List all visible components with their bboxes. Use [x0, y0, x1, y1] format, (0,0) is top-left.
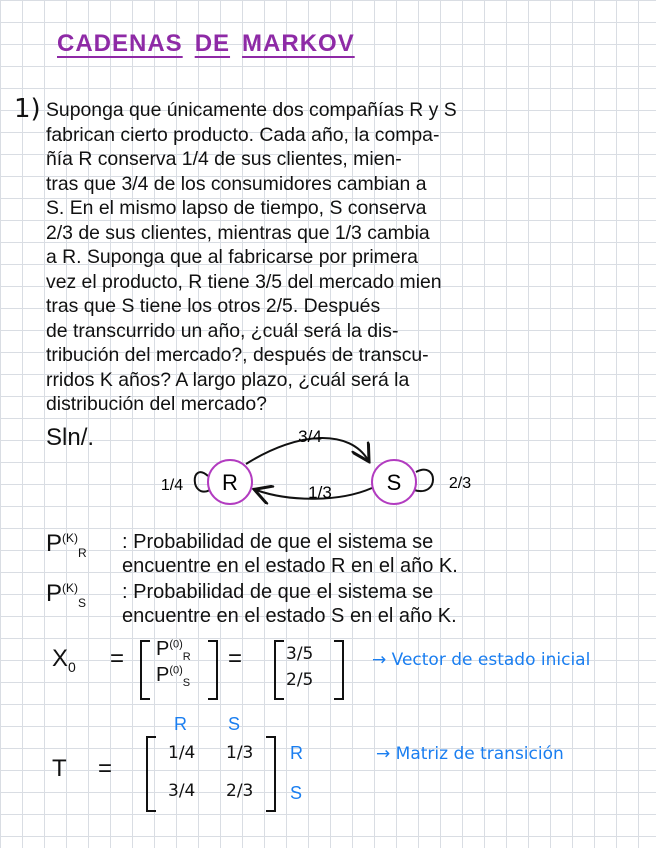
- problem-line: tras que 3/4 de los consumidores cambian a: [46, 172, 427, 195]
- problem-line: fabrican cierto producto. Cada año, la compa-: [46, 123, 440, 146]
- bracket-left: [146, 736, 156, 812]
- label-r-self: 1/4: [160, 477, 184, 494]
- column-label-r: R: [174, 714, 187, 734]
- transition-matrix-note: → Matriz de transición: [376, 744, 564, 764]
- problem-line: ñía R conserva 1/4 de sus clientes, mien-: [46, 148, 402, 170]
- definition-p-s: [46, 580, 646, 630]
- title-word-cadenas: CADENAS: [57, 30, 183, 57]
- problem-line: vez el producto, R tiene 3/5 del mercado mien: [46, 270, 442, 293]
- vector-entry: $P^{(0)}_R$: [156, 638, 191, 663]
- definition-symbol: $P^{(K)}_R$: [46, 530, 87, 560]
- problem-line: Suponga que únicamente dos compañías R y S: [46, 99, 457, 121]
- label-s-to-r: 1/3: [308, 483, 332, 502]
- problem-line: a R. Suponga que al fabricarse por primera: [46, 246, 418, 268]
- bracket-left: [140, 640, 150, 700]
- vector-entry: $P^{(0)}_S$: [156, 664, 191, 689]
- vector-value: 2/5: [286, 670, 314, 690]
- solution-label: Sln/.: [46, 424, 95, 451]
- problem-line: distribución del mercado?: [46, 393, 267, 415]
- definition-text: : Probabilidad de que el sistema se encuentre en el estado S en el año K.: [122, 581, 457, 627]
- state-diagram: [150, 420, 510, 520]
- equals-sign: =: [228, 645, 243, 672]
- page-title: [57, 30, 367, 58]
- equals-sign: =: [110, 645, 125, 672]
- bracket-right: [266, 736, 276, 812]
- problem-line: tribución del mercado?, después de transcu-: [46, 344, 429, 366]
- state-s-label: S: [386, 470, 402, 495]
- initial-vector-note: → Vector de estado inicial: [372, 650, 591, 670]
- vector-value: 3/5: [286, 644, 314, 664]
- title-word-markov: MARKOV: [242, 30, 355, 57]
- problem-line: tras que S tiene los otros 2/5. Después: [46, 295, 381, 317]
- label-s-self: 2/3: [448, 475, 472, 492]
- column-label-s: S: [228, 714, 241, 734]
- matrix-cell: 2/3: [226, 781, 254, 801]
- definition-symbol: $P^{(K)}_S$: [46, 580, 87, 610]
- row-label-s: S: [290, 783, 303, 803]
- problem-statement: [46, 98, 646, 417]
- state-r-label: R: [222, 470, 238, 495]
- equals-sign: =: [98, 755, 113, 782]
- matrix-cell: 1/4: [168, 743, 196, 763]
- problem-line: de transcurrido un año, ¿cuál será la dis-: [46, 319, 399, 342]
- bracket-right: [334, 640, 344, 700]
- problem-line: 2/3 de sus clientes, mientras que 1/3 cambia: [46, 221, 430, 244]
- t-lhs: T: [52, 755, 67, 782]
- problem-line: S. En el mismo lapso de tiempo, S conserva: [46, 197, 427, 219]
- bracket-right: [208, 640, 218, 700]
- definition-p-r: [46, 530, 646, 580]
- x0-lhs: $X_0$: [52, 645, 76, 675]
- definition-text: : Probabilidad de que el sistema se encuentre en el estado R en el año K.: [122, 531, 458, 577]
- title-word-de: DE: [194, 30, 231, 57]
- label-r-to-s: 3/4: [298, 427, 322, 446]
- bracket-left: [274, 640, 284, 700]
- row-label-r: R: [290, 743, 303, 763]
- matrix-cell: 3/4: [168, 781, 196, 801]
- problem-number: 1): [14, 94, 41, 124]
- matrix-cell: 1/3: [226, 743, 254, 763]
- problem-line: rridos K años? A largo plazo, ¿cuál será la: [46, 368, 410, 391]
